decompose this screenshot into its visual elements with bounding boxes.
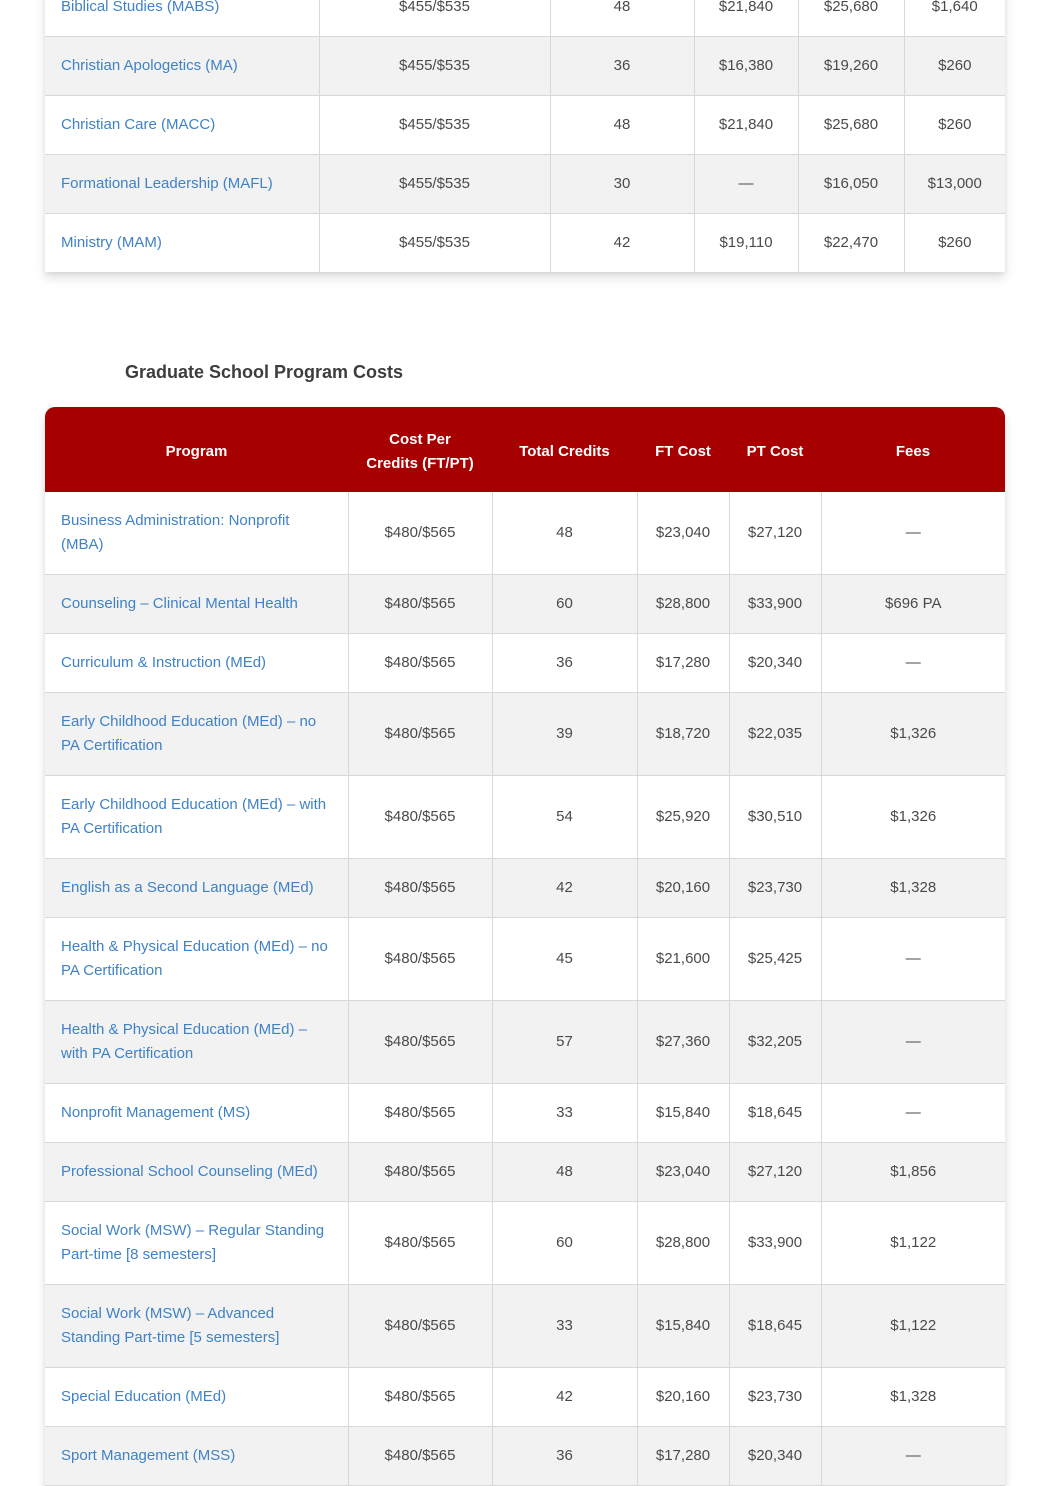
ft-cost-cell: $23,040 xyxy=(637,492,729,575)
program-link[interactable]: Special Education (MEd) xyxy=(61,1388,227,1405)
program-cell xyxy=(45,693,348,776)
cost-per-credit-cell: $480/$565 xyxy=(348,1202,492,1285)
fees-cell: — xyxy=(821,1427,1005,1486)
fees-cell: $260 xyxy=(904,96,1005,155)
header-cost-line2: Credits (FT/PT) xyxy=(366,454,474,472)
cost-per-credit-cell: $455/$535 xyxy=(319,214,550,273)
table-row xyxy=(45,155,1005,214)
pt-cost-cell: $33,900 xyxy=(729,575,821,634)
program-link[interactable]: Counseling – Clinical Mental Health xyxy=(61,595,298,612)
program-cell xyxy=(45,918,348,1001)
total-credits-cell: 42 xyxy=(550,214,694,273)
program-cell xyxy=(45,1202,348,1285)
total-credits-cell: 42 xyxy=(492,1368,637,1427)
program-link[interactable]: Biblical Studies (MABS) xyxy=(61,0,220,15)
total-credits-cell: 36 xyxy=(550,37,694,96)
program-link[interactable]: Health & Physical Education (MEd) – no PA Certification xyxy=(61,938,328,979)
program-cell xyxy=(45,155,319,214)
pt-cost-cell: $20,340 xyxy=(729,634,821,693)
ft-cost-cell: $21,600 xyxy=(637,918,729,1001)
program-cell xyxy=(45,776,348,859)
table-row xyxy=(45,214,1005,273)
cost-per-credit-cell: $455/$535 xyxy=(319,155,550,214)
fees-cell: $1,326 xyxy=(821,776,1005,859)
ft-cost-cell: $28,800 xyxy=(637,575,729,634)
ft-cost-cell: $23,040 xyxy=(637,1143,729,1202)
program-link[interactable]: Nonprofit Management (MS) xyxy=(61,1104,251,1121)
header-pt-cost: PT Cost xyxy=(729,407,821,492)
pt-cost-cell: $16,050 xyxy=(798,155,904,214)
program-cell xyxy=(45,1427,348,1486)
fees-cell: $1,122 xyxy=(821,1285,1005,1368)
total-credits-cell: 48 xyxy=(492,492,637,575)
fees-cell: $1,122 xyxy=(821,1202,1005,1285)
fees-cell: — xyxy=(821,492,1005,575)
total-credits-cell: 60 xyxy=(492,1202,637,1285)
table-header-row xyxy=(45,407,1005,492)
program-cell xyxy=(45,1143,348,1202)
pt-cost-cell: $25,680 xyxy=(798,96,904,155)
program-cell xyxy=(45,859,348,918)
fees-cell: $1,328 xyxy=(821,1368,1005,1427)
table-row xyxy=(45,1368,1005,1427)
program-link[interactable]: Christian Apologetics (MA) xyxy=(61,57,238,74)
ft-cost-cell: $21,840 xyxy=(694,96,798,155)
pt-cost-cell: $19,260 xyxy=(798,37,904,96)
program-link[interactable]: Formational Leadership (MAFL) xyxy=(61,175,273,192)
ft-cost-cell: $27,360 xyxy=(637,1001,729,1084)
table-row xyxy=(45,634,1005,693)
pt-cost-cell: $27,120 xyxy=(729,492,821,575)
cost-per-credit-cell: $480/$565 xyxy=(348,859,492,918)
ft-cost-cell: $19,110 xyxy=(694,214,798,273)
pt-cost-cell: $23,730 xyxy=(729,859,821,918)
table-row xyxy=(45,1202,1005,1285)
cost-per-credit-cell: $480/$565 xyxy=(348,1001,492,1084)
total-credits-cell: 36 xyxy=(492,634,637,693)
pt-cost-cell: $27,120 xyxy=(729,1143,821,1202)
pt-cost-cell: $18,645 xyxy=(729,1285,821,1368)
fees-cell: — xyxy=(821,634,1005,693)
header-total-credits: Total Credits xyxy=(492,407,637,492)
ft-cost-cell: $20,160 xyxy=(637,1368,729,1427)
pt-cost-cell: $22,035 xyxy=(729,693,821,776)
table-row xyxy=(45,1084,1005,1143)
program-link[interactable]: Early Childhood Education (MEd) – with PA Certification xyxy=(61,796,327,837)
table-row xyxy=(45,575,1005,634)
program-cell xyxy=(45,0,319,37)
pt-cost-cell: $23,730 xyxy=(729,1368,821,1427)
total-credits-cell: 54 xyxy=(492,776,637,859)
cost-per-credit-cell: $480/$565 xyxy=(348,634,492,693)
program-cell xyxy=(45,1084,348,1143)
table-row xyxy=(45,96,1005,155)
table-row xyxy=(45,1001,1005,1084)
header-ft-cost: FT Cost xyxy=(637,407,729,492)
ft-cost-cell: $25,920 xyxy=(637,776,729,859)
total-credits-cell: 57 xyxy=(492,1001,637,1084)
program-cell xyxy=(45,634,348,693)
fees-cell: $696 PA xyxy=(821,575,1005,634)
table-row xyxy=(45,1427,1005,1486)
program-cell xyxy=(45,1285,348,1368)
ft-cost-cell: $18,720 xyxy=(637,693,729,776)
total-credits-cell: 45 xyxy=(492,918,637,1001)
cost-per-credit-cell: $480/$565 xyxy=(348,1143,492,1202)
table-row xyxy=(45,492,1005,575)
fees-cell: $1,640 xyxy=(904,0,1005,37)
ft-cost-cell: $15,840 xyxy=(637,1285,729,1368)
total-credits-cell: 33 xyxy=(492,1285,637,1368)
ft-cost-cell: $17,280 xyxy=(637,634,729,693)
total-credits-cell: 48 xyxy=(550,0,694,37)
section-title: Graduate School Program Costs xyxy=(125,362,404,382)
program-cell xyxy=(45,37,319,96)
pt-cost-cell: $18,645 xyxy=(729,1084,821,1143)
fees-cell: $1,328 xyxy=(821,859,1005,918)
ft-cost-cell: — xyxy=(694,155,798,214)
program-link[interactable]: Business Administration: Nonprofit (MBA) xyxy=(61,512,290,553)
table-row xyxy=(45,918,1005,1001)
cost-per-credit-cell: $455/$535 xyxy=(319,37,550,96)
program-cell xyxy=(45,575,348,634)
table-row xyxy=(45,693,1005,776)
table-row xyxy=(45,776,1005,859)
graduate-costs-table xyxy=(45,407,1005,1486)
ft-cost-cell: $28,800 xyxy=(637,1202,729,1285)
ft-cost-cell: $21,840 xyxy=(694,0,798,37)
fees-cell: — xyxy=(821,1001,1005,1084)
program-cell xyxy=(45,1368,348,1427)
program-link[interactable]: Social Work (MSW) – Advanced Standing Part-time [5 semesters] xyxy=(61,1305,280,1346)
fees-cell: — xyxy=(821,1084,1005,1143)
program-link[interactable]: Christian Care (MACC) xyxy=(61,116,216,133)
total-credits-cell: 48 xyxy=(492,1143,637,1202)
program-link[interactable]: Curriculum & Instruction (MEd) xyxy=(61,654,267,671)
header-cost-line1: Cost Per xyxy=(389,430,451,448)
table-row xyxy=(45,1285,1005,1368)
table-row xyxy=(45,1143,1005,1202)
program-cell xyxy=(45,214,319,273)
cost-per-credit-cell: $480/$565 xyxy=(348,776,492,859)
program-link[interactable]: Sport Management (MSS) xyxy=(61,1447,236,1464)
header-cost-per-credit xyxy=(348,407,492,492)
cost-per-credit-cell: $480/$565 xyxy=(348,1084,492,1143)
seminary-costs-table xyxy=(45,0,1005,272)
table-row xyxy=(45,0,1005,37)
fees-cell: $1,326 xyxy=(821,693,1005,776)
ft-cost-cell: $17,280 xyxy=(637,1427,729,1486)
pt-cost-cell: $30,510 xyxy=(729,776,821,859)
cost-per-credit-cell: $480/$565 xyxy=(348,1368,492,1427)
fees-cell: — xyxy=(821,918,1005,1001)
program-cell xyxy=(45,1001,348,1084)
program-link[interactable]: English as a Second Language (MEd) xyxy=(61,879,314,896)
program-cell xyxy=(45,96,319,155)
program-link[interactable]: Ministry (MAM) xyxy=(61,234,162,251)
cost-per-credit-cell: $455/$535 xyxy=(319,96,550,155)
fees-cell: $260 xyxy=(904,37,1005,96)
cost-per-credit-cell: $480/$565 xyxy=(348,693,492,776)
ft-cost-cell: $16,380 xyxy=(694,37,798,96)
cost-per-credit-cell: $480/$565 xyxy=(348,492,492,575)
cost-per-credit-cell: $480/$565 xyxy=(348,1427,492,1486)
pt-cost-cell: $32,205 xyxy=(729,1001,821,1084)
total-credits-cell: 30 xyxy=(550,155,694,214)
table-row xyxy=(45,37,1005,96)
cost-per-credit-cell: $480/$565 xyxy=(348,1285,492,1368)
pt-cost-cell: $25,680 xyxy=(798,0,904,37)
ft-cost-cell: $15,840 xyxy=(637,1084,729,1143)
program-cell xyxy=(45,492,348,575)
total-credits-cell: 33 xyxy=(492,1084,637,1143)
table-row xyxy=(45,859,1005,918)
pt-cost-cell: $20,340 xyxy=(729,1427,821,1486)
fees-cell: $260 xyxy=(938,234,972,251)
total-credits-cell: 36 xyxy=(492,1427,637,1486)
cost-per-credit-cell: $480/$565 xyxy=(348,575,492,634)
fees-cell: $13,000 xyxy=(904,155,1005,214)
fees-cell: $1,856 xyxy=(821,1143,1005,1202)
program-link[interactable]: Early Childhood Education (MEd) – no PA Certification xyxy=(61,713,317,754)
program-link[interactable]: Health & Physical Education (MEd) – with PA Certification xyxy=(61,1021,307,1062)
program-link[interactable]: Social Work (MSW) – Regular Standing Part-time [8 semesters] xyxy=(61,1222,325,1263)
cost-per-credit-cell: $480/$565 xyxy=(348,918,492,1001)
header-program: Program xyxy=(45,407,348,492)
total-credits-cell: 39 xyxy=(492,693,637,776)
pt-cost-cell: $33,900 xyxy=(729,1202,821,1285)
cost-per-credit-cell: $455/$535 xyxy=(319,0,550,37)
header-fees: Fees xyxy=(821,407,1005,492)
program-link[interactable]: Professional School Counseling (MEd) xyxy=(61,1163,318,1180)
total-credits-cell: 42 xyxy=(492,859,637,918)
total-credits-cell: 60 xyxy=(492,575,637,634)
pt-cost-cell: $25,425 xyxy=(729,918,821,1001)
pt-cost-cell: $22,470 xyxy=(798,214,904,273)
ft-cost-cell: $20,160 xyxy=(637,859,729,918)
total-credits-cell: 48 xyxy=(550,96,694,155)
